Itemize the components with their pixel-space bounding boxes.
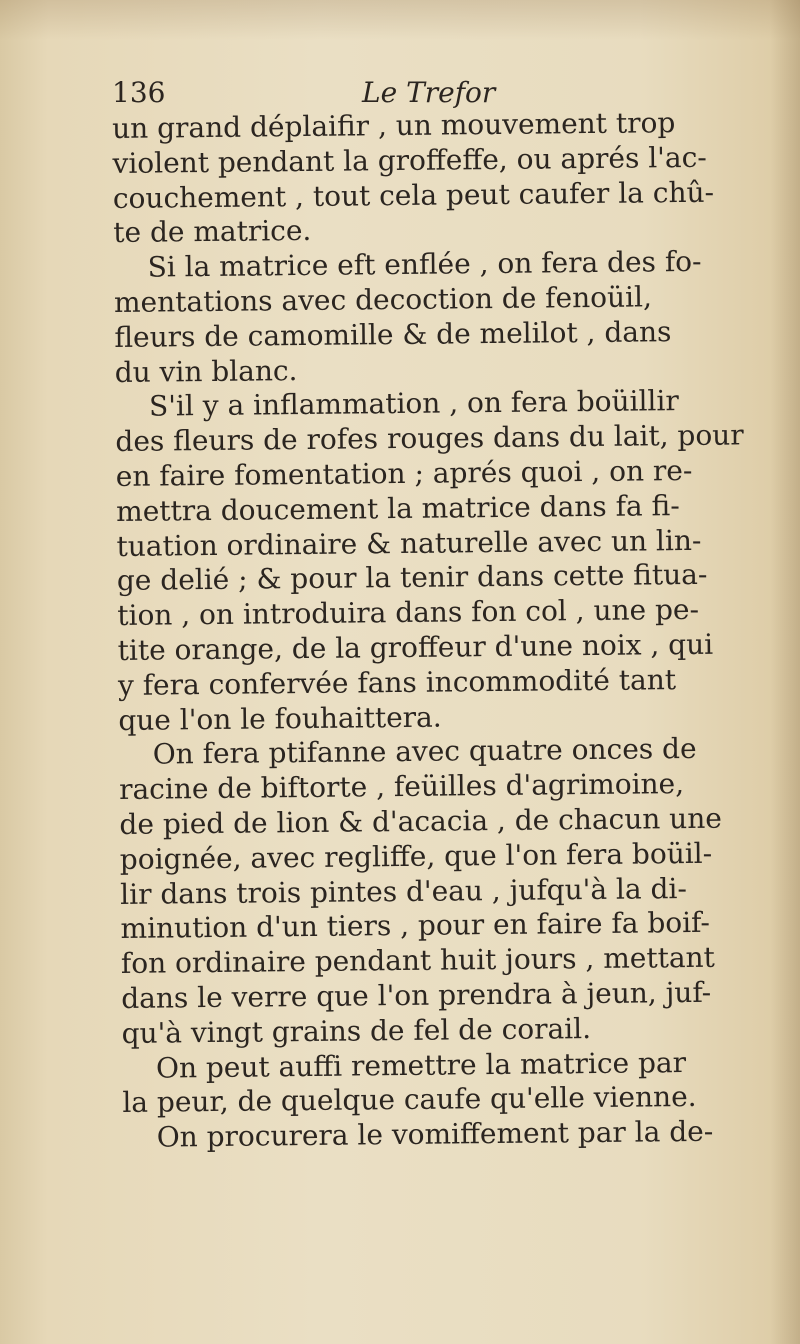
page-number: 136 xyxy=(112,76,166,109)
text-line: la peur, de quelque caufe qu'elle vienne. xyxy=(122,1080,697,1120)
text-line: du vin blanc. xyxy=(114,353,298,389)
text-line: te de matrice. xyxy=(113,214,312,250)
text-line: On procurera le vomiffement par la de- xyxy=(156,1114,714,1154)
text-line: tuation ordinaire & naturelle avec un lin- xyxy=(116,523,702,563)
text-line: de pied de lion & d'acacia , de chacun une xyxy=(119,801,723,841)
text-line: des fleurs de rofes rouges dans du lait, pour xyxy=(115,418,744,459)
running-title: Le Trefor xyxy=(362,76,496,109)
text-line: dans le verre que l'on prendra à jeun, juf- xyxy=(121,975,712,1015)
text-line: ge delié ; & pour la tenir dans cette fitua- xyxy=(116,558,708,598)
text-line: lir dans trois pintes d'eau , jufqu'à la di- xyxy=(120,871,688,911)
text-line: mentations avec decoction de fenoüil, xyxy=(113,280,653,319)
text-line: tion , on introduira dans fon col , une pe- xyxy=(117,593,700,633)
text-line: en faire fomentation ; aprés quoi , on re- xyxy=(115,453,693,493)
text-line: tite orange, de la groffeur d'une noix , qui xyxy=(117,627,714,667)
text-line: qu'à vingt grains de fel de corail. xyxy=(121,1011,592,1050)
text-line: fon ordinaire pendant huit jours , mettant xyxy=(120,940,716,981)
text-line: racine de biftorte , feüilles d'agrimoine, xyxy=(118,767,685,807)
text-line: On peut auffi remettre la matrice par xyxy=(155,1045,687,1085)
text-line: mettra doucement la matrice dans fa fi- xyxy=(116,488,680,528)
text-line: y fera confervée fans incommodité tant xyxy=(117,662,677,702)
text-line: Si la matrice eft enflée , on fera des fo- xyxy=(147,245,702,284)
page-shadow-top xyxy=(0,0,800,40)
text-line: que l'on le fouhaittera. xyxy=(118,700,442,737)
text-line: couchement , tout cela peut caufer la chû- xyxy=(112,175,715,215)
text-line: un grand déplaifir , un mouvement trop xyxy=(112,106,676,145)
text-line: On fera ptifanne avec quatre onces de xyxy=(152,732,697,771)
text-line: fleurs de camomille & de melilot , dans xyxy=(114,314,672,354)
text-line: minution d'un tiers , pour en faire fa boif- xyxy=(120,906,711,946)
text-line: S'il y a inflammation , on fera boüillir xyxy=(148,384,679,424)
text-line: poignée, avec regliffe, que l'on fera boüil- xyxy=(119,836,713,876)
body-text xyxy=(112,106,743,1156)
page-shadow-right xyxy=(770,0,800,1344)
text-line: violent pendant la groffeffe, ou aprés l'ac- xyxy=(112,140,707,180)
